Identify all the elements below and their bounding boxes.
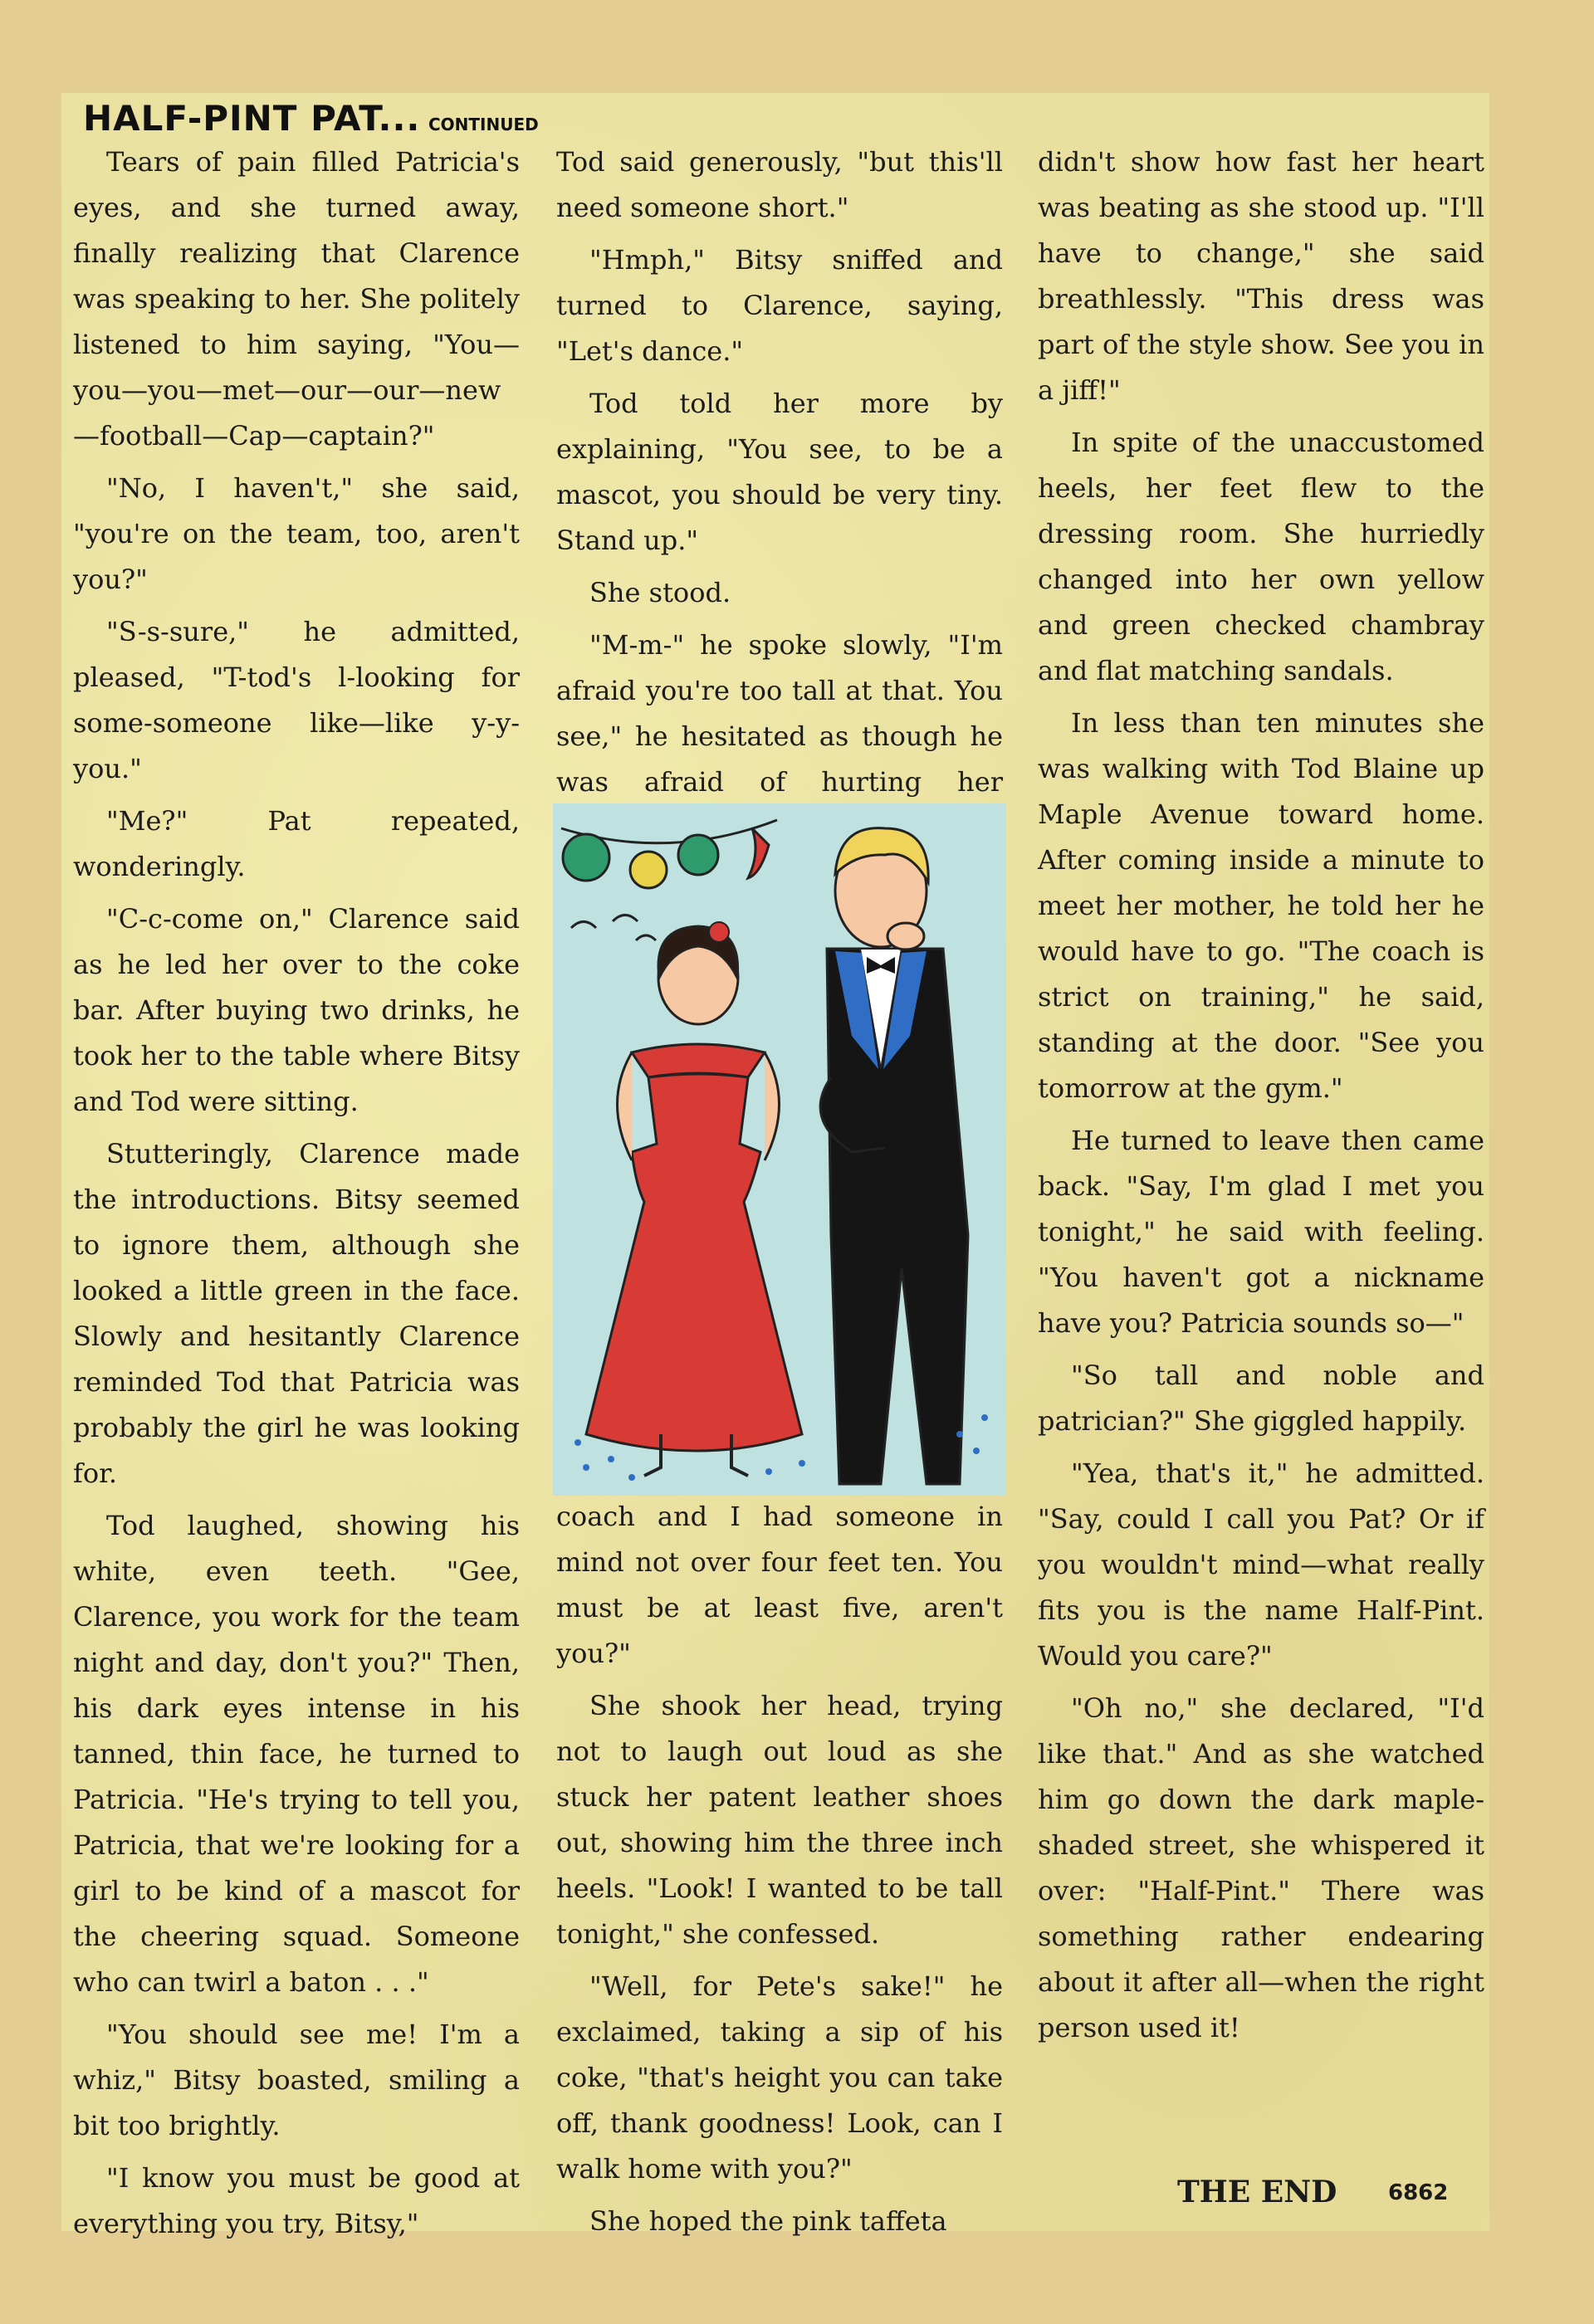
paragraph: coach and I had someone in mind not over four feet ten. You must be at least five, aren't you?" bbox=[556, 1501, 1003, 1669]
paragraph: He turned to leave then came back. "Say, I'm glad I met you tonight," he said with feeling. "You haven't got a nickname have you? Patricia sounds so—" bbox=[1038, 1125, 1484, 1339]
paragraph: Stutteringly, Clarence made the introductions. Bitsy seemed to ignore them, although she looked a little green in the face. Slowly and hesitantly Clarence reminded Tod that Patricia was probably the girl he was looking for. bbox=[73, 1138, 520, 1489]
paragraph: "I know you must be good at everything you try, Bitsy," bbox=[73, 2162, 520, 2239]
paragraph: She shook her head, trying not to laugh out loud as she stuck her patent leather shoes out, showing him the three inch heels. "Look! I wanted to be tall tonight," she confessed. bbox=[556, 1690, 1003, 1950]
text-column-2-bottom bbox=[556, 1494, 1003, 2251]
story-header bbox=[83, 98, 539, 139]
text-column-1 bbox=[73, 139, 520, 2253]
lantern-garland bbox=[561, 820, 777, 888]
paragraph: In less than ten minutes she was walking with Tod Blaine up Maple Avenue toward home. After coming inside a minute to meet her mother, he told her he would have to go. "The coach is strict on training," he said, standing at the door. "See you tomorrow at the gym." bbox=[1038, 707, 1484, 1104]
the-end-label: THE END bbox=[1177, 2175, 1337, 2209]
sparkle-marks bbox=[571, 915, 656, 941]
paragraph: "Well, for Pete's sake!" he exclaimed, taking a sip of his coke, "that's height you can take off, thank goodness! Look, can I walk home with you?" bbox=[556, 1970, 1003, 2185]
paragraph: She hoped the pink taffeta bbox=[589, 2205, 947, 2237]
woman-figure bbox=[586, 922, 802, 1476]
paragraph: Tod laughed, showing his white, even teeth. "Gee, Clarence, you work for the team night and day, don't you?" Then, his dark eyes intense in his tanned, thin face, he turned to Patricia. "He's trying to tell you, Patricia, that we're looking for a girl to be kind of a mascot for the cheering squad. Someone who can twirl a baton . . ." bbox=[73, 1510, 520, 1998]
paragraph: "Hmph," Bitsy sniffed and turned to Clarence, saying, "Let's dance." bbox=[556, 244, 1003, 367]
man-figure bbox=[820, 828, 968, 1484]
text-column-2-top bbox=[556, 139, 1003, 857]
couple-drawing bbox=[553, 803, 1006, 1496]
paragraph: "You should see me! I'm a whiz," Bitsy boasted, smiling a bit too brightly. bbox=[73, 2019, 520, 2141]
paragraph: Tod said generously, "but this'll need someone short." bbox=[556, 146, 1003, 223]
paragraph: didn't show how fast her heart was beating as she stood up. "I'll have to change," she said breathlessly. "This dress was part of the style show. See you in a jiff!" bbox=[1038, 146, 1484, 406]
paragraph: "No, I haven't," she said, "you're on the team, too, aren't you?" bbox=[73, 472, 520, 595]
text-column-3 bbox=[1038, 139, 1484, 2058]
paragraph: "S-s-sure," he admitted, pleased, "T-tod's l-looking for some-someone like—like y-y-you." bbox=[73, 616, 520, 784]
paragraph: "Me?" Pat repeated, wonderingly. bbox=[73, 805, 520, 882]
paragraph: Tears of pain filled Patricia's eyes, and she turned away, finally realizing that Clarence was speaking to her. She politely listened to him saying, "You—you—you—met—our—our—new—football—Cap—captain?" bbox=[73, 146, 520, 452]
paragraph: In spite of the unaccustomed heels, her feet flew to the dressing room. She hurriedly changed into her own yellow and green checked chambray and flat matching sandals. bbox=[1038, 427, 1484, 686]
paragraph: "So tall and noble and patrician?" She giggled happily. bbox=[1038, 1360, 1484, 1437]
continued-label: CONTINUED bbox=[428, 115, 539, 134]
paragraph: She stood. bbox=[589, 577, 731, 608]
paragraph: Tod told her more by explaining, "You see, to be a mascot, you should be very tiny. Stand up." bbox=[556, 388, 1003, 556]
story-title: HALF-PINT PAT... bbox=[83, 98, 421, 139]
paragraph: "M-m-" he spoke slowly, "I'm afraid you're too tall at that. You see," he hesitated as though he was afraid of hurting her bbox=[556, 629, 1003, 798]
paragraph: "C-c-come on," Clarence said as he led her over to the coke bar. After buying two drinks, he took her to the table where Bitsy and Tod were sitting. bbox=[73, 903, 520, 1117]
dance-illustration bbox=[553, 803, 1006, 1496]
paragraph: "Yea, that's it," he admitted. "Say, could I call you Pat? Or if you wouldn't mind—what really fits you is the name Half-Pint. Would you care?" bbox=[1038, 1457, 1484, 1672]
paragraph: "Oh no," she declared, "I'd like that." And as she watched him go down the dark maple-shaded street, she whispered it over: "Half-Pint." There was something rather endearing about it after all—when the right person used it! bbox=[1038, 1692, 1484, 2043]
page-code: 6862 bbox=[1388, 2180, 1449, 2205]
